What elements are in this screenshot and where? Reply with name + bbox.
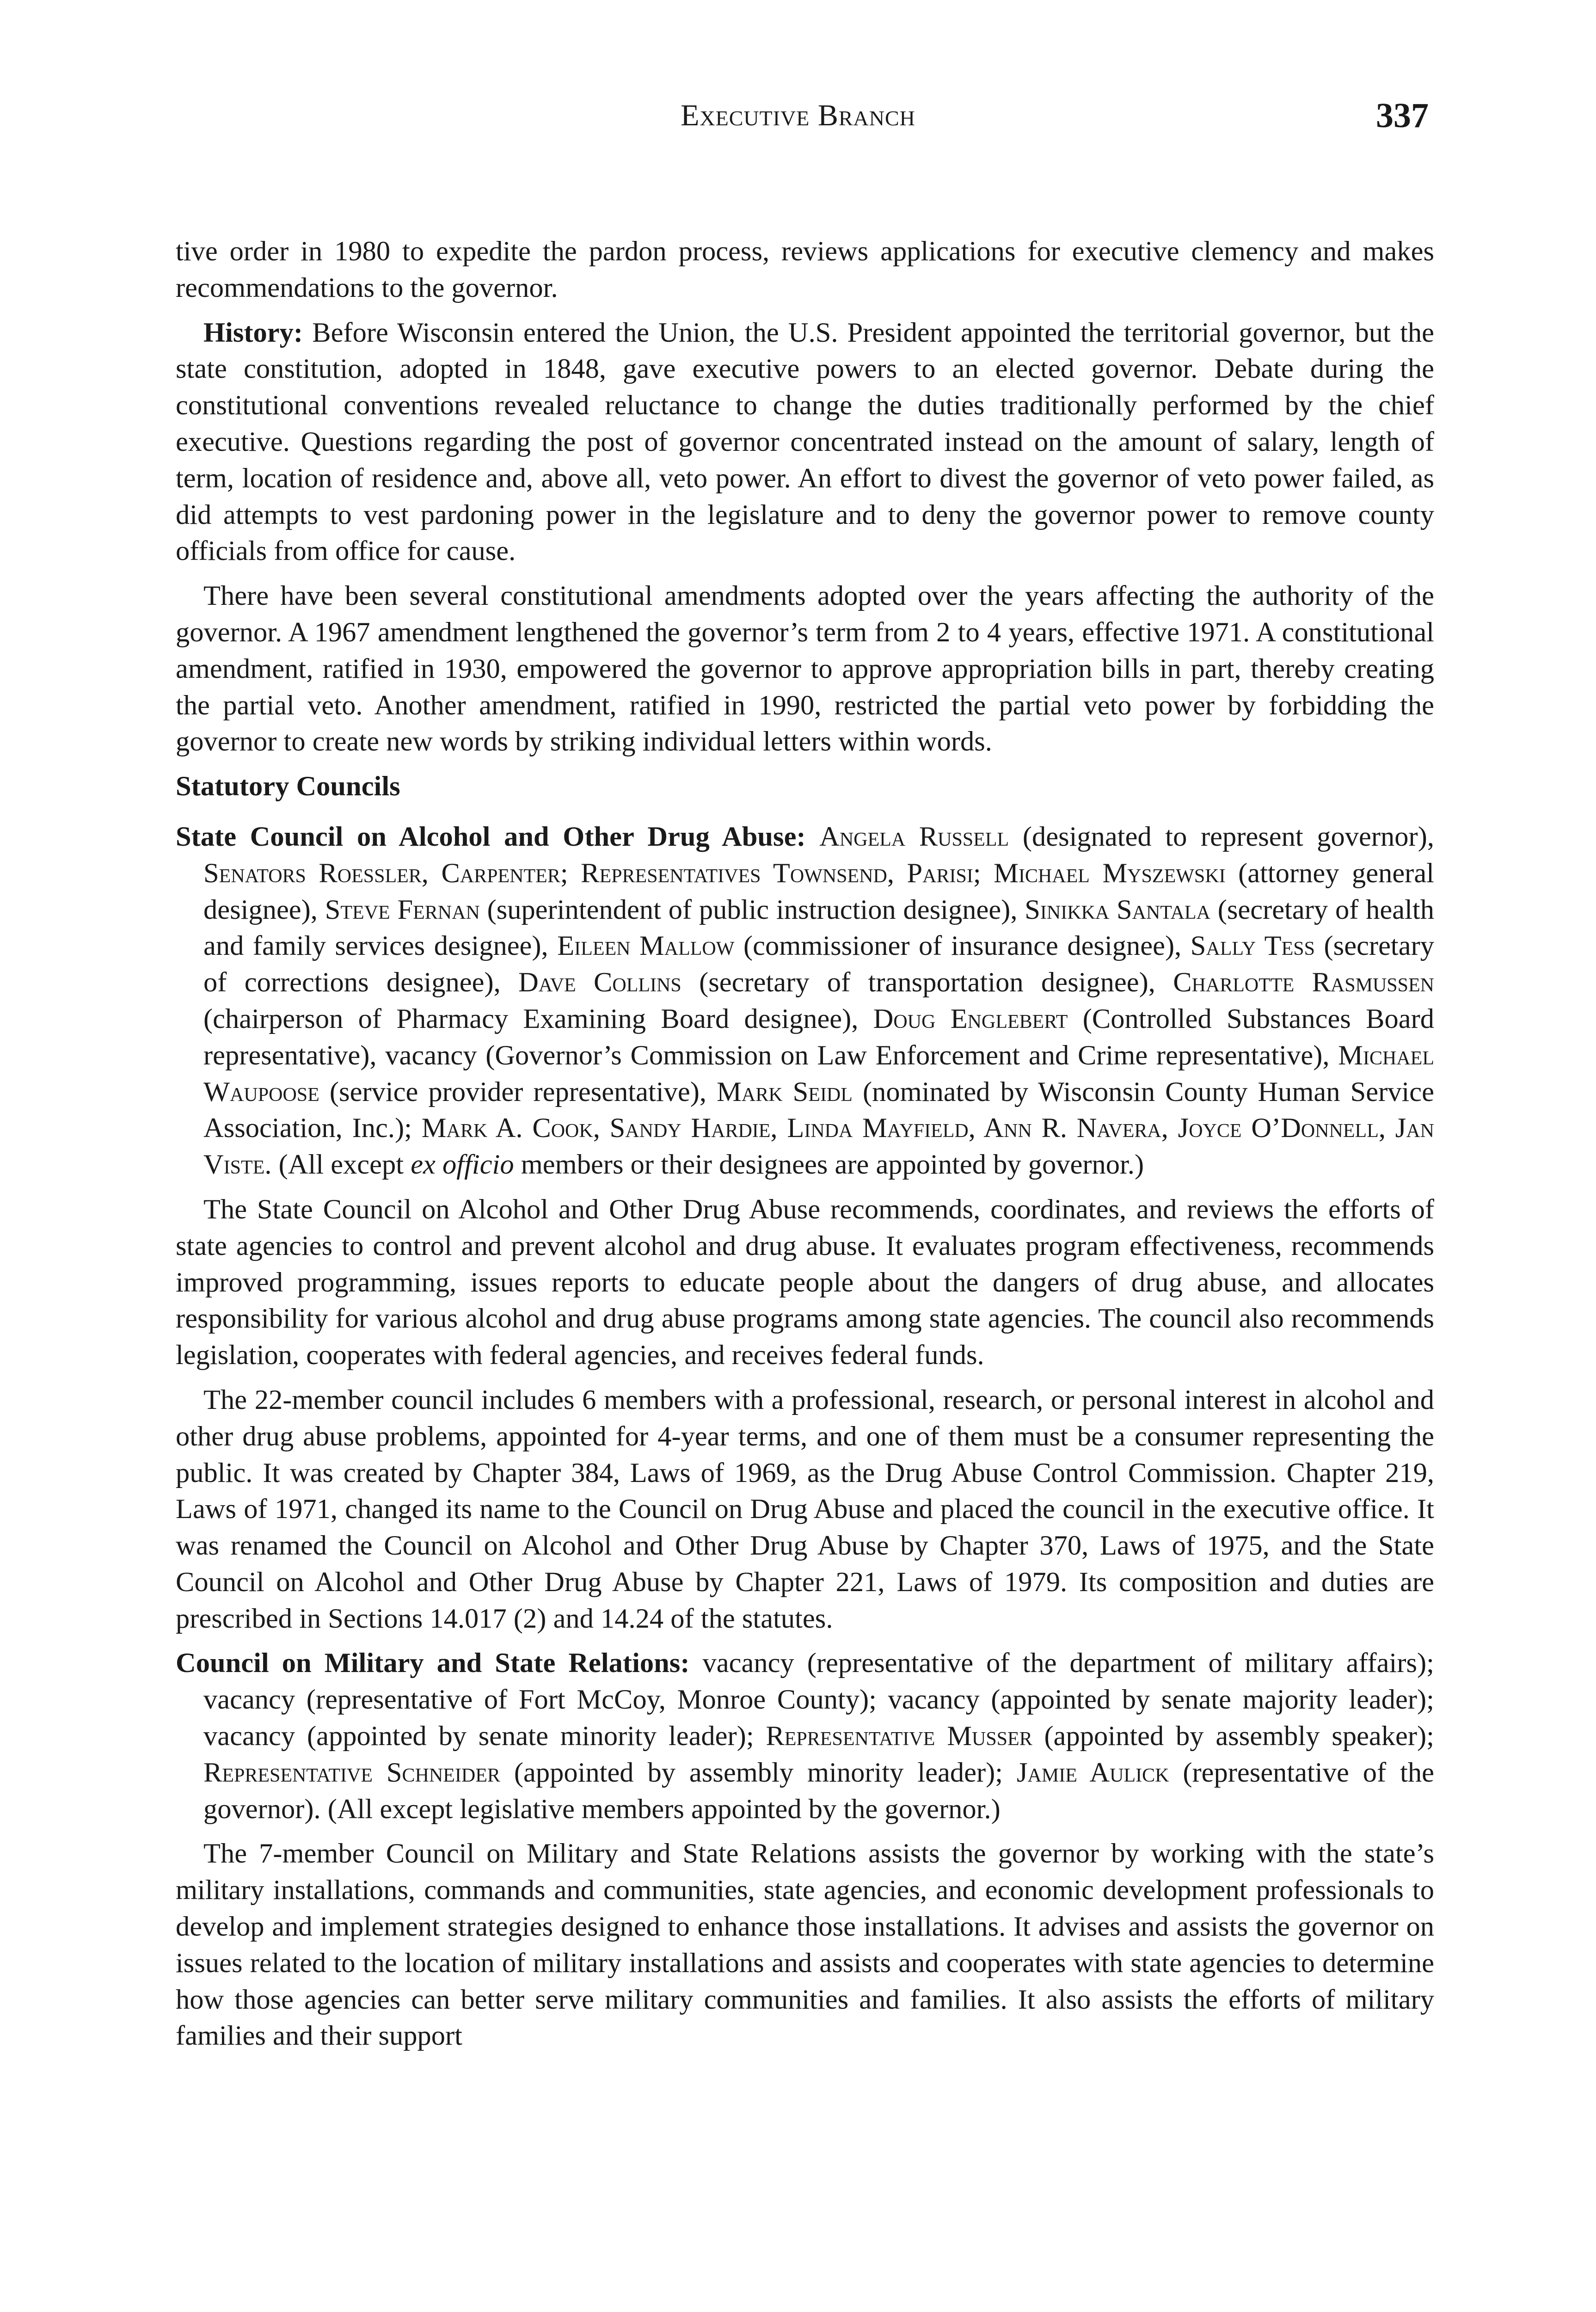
- member-role: (chairperson of Pharmacy Examining Board designee),: [203, 1003, 873, 1034]
- paragraph-amendments: There have been several constitutional amendments adopted over the years affecting the authority of the governor. A 1967 amendment lengthened the governor’s term from 2 to 4 years, effective 1971. A constitutional amendment, ratified in 1930, empowered the governor to approve appropriation bills in part, thereby creating the partial veto. Another amendment, ratified in 1990, restricted the partial veto power by forbidding the governor to create new words by striking individual letters within words.: [176, 580, 1434, 757]
- page-number: 337: [1376, 96, 1429, 135]
- member-role: (superintendent of public instruction designee),: [479, 894, 1025, 925]
- member-name: Sally Tess: [1190, 930, 1315, 962]
- paragraph-alcohol-council-history: The 22-member council includes 6 members with a professional, research, or personal interest in alcohol and other drug abuse problems, appointed for 4-year terms, and one of them must be a consumer representing the public. It was created by Chapter 384, Laws of 1969, as the Drug Abuse Control Commission. Chapter 219, Laws of 1971, changed its name to the Council on Drug Abuse and placed the council in the executive office. It was renamed the Council on Alcohol and Other Drug Abuse by Chapter 370, Laws of 1975, and the State Council on Alcohol and Other Drug Abuse by Chapter 221, Laws of 1979. Its composition and duties are prescribed in Sections 14.017 (2) and 14.24 of the statutes.: [176, 1384, 1434, 1634]
- member-name: Senators Roessler, Carpenter; Representatives Townsend, Parisi; Michael Myszewski: [203, 857, 1226, 889]
- member-name: Steve Fernan: [325, 894, 480, 925]
- member-role: (secretary of corrections designee),: [203, 930, 1434, 998]
- alcohol-council-label: State Council on Alcohol and Other Drug Abuse:: [176, 821, 806, 852]
- paragraph-military-council-members: [176, 1645, 1434, 1827]
- military-council-label: Council on Military and State Relations:: [176, 1648, 690, 1679]
- member-role: . (All except: [264, 1149, 411, 1181]
- member-name: Angela Russell: [819, 821, 1009, 852]
- paragraph-military-council-duties: The 7-member Council on Military and State Relations assists the governor by working with the state’s military installations, commands and communities, state agencies, and economic development professionals to develop and implement strategies designed to enhance those installations. It advises and assists the governor on issues related to the location of military installations and assists and cooperates with state agencies to determine how those agencies can better serve military communities and families. It also assists the efforts of military families and their support: [176, 1838, 1434, 2052]
- member-name: Representative Musser: [766, 1721, 1032, 1752]
- history-label: History:: [203, 317, 303, 348]
- member-name: Dave Collins: [518, 967, 681, 998]
- member-role: (appointed by assembly minority leader);: [500, 1757, 1017, 1788]
- paragraph-alcohol-council-members: [176, 819, 1434, 1183]
- member-name: Doug Englebert: [873, 1003, 1068, 1034]
- member-name: Mark Seidl: [717, 1076, 853, 1107]
- member-role: (nominated by Wisconsin County Human Service Association, Inc.);: [203, 1076, 1434, 1144]
- ex-officio-term: ex officio: [411, 1149, 514, 1181]
- member-role: (attorney general designee),: [203, 857, 1434, 925]
- body-text: [176, 234, 1434, 2063]
- member-role: vacancy (representative of the department of military affairs); vacancy (representative of Fort McCoy, Monroe County); vacancy (appointed by senate majority leader); vacancy (appointed by senate minority leader);: [203, 1648, 1434, 1752]
- member-role: (Controlled Substances Board representative), vacancy (Governor’s Commission on Law Enforcement and Crime representative),: [203, 1003, 1434, 1071]
- member-role: (commissioner of insurance designee),: [734, 930, 1191, 962]
- member-role: (secretary of transportation designee),: [681, 967, 1173, 998]
- paragraph-alcohol-council-duties: The State Council on Alcohol and Other Drug Abuse recommends, coordinates, and reviews the efforts of state agencies to control and prevent alcohol and drug abuse. It evaluates program effectiveness, recommends improved programming, issues reports to educate people about the dangers of drug abuse, and allocates responsibility for various alcohol and drug abuse programs among state agencies. The council also recommends legislation, cooperates with federal agencies, and receives federal funds.: [176, 1193, 1434, 1371]
- member-role: members or their designees are appointed by governor.): [514, 1149, 1144, 1181]
- member-name: Sinikka Santala: [1025, 894, 1210, 925]
- member-role: (service provider representative),: [319, 1076, 717, 1107]
- member-name: Charlotte Rasmussen: [1173, 967, 1434, 998]
- section-heading-statutory-councils: Statutory Councils: [176, 771, 400, 802]
- member-name: Mark A. Cook, Sandy Hardie, Linda Mayfield, Ann R. Navera, Joyce O’Donnell, Jan Viste: [203, 1113, 1434, 1181]
- member-role: (secretary of health and family services designee),: [203, 894, 1434, 962]
- member-role: (appointed by assembly speaker);: [1032, 1721, 1434, 1752]
- member-role: (representative of the governor). (All except legislative members appointed by the governor.): [203, 1757, 1434, 1825]
- member-role: (designated to represent governor),: [1009, 821, 1434, 852]
- member-name: Jamie Aulick: [1016, 1757, 1169, 1788]
- paragraph-history: [176, 315, 1434, 570]
- member-name: Eileen Mallow: [557, 930, 735, 962]
- running-title: Executive Branch: [681, 98, 915, 132]
- member-name: Michael Waupoose: [203, 1039, 1434, 1107]
- history-text: Before Wisconsin entered the Union, the U.S. President appointed the territorial governor, but the state constitution, adopted in 1848, gave executive powers to an elected governor. Debate during the constitutional conventions revealed reluctance to change the duties traditionally performed by the chief executive. Questions regarding the post of governor concentrated instead on the amount of salary, length of term, location of residence and, above all, veto power. An effort to divest the governor of veto power failed, as did attempts to vest pardoning power in the legislature and to deny the governor power to remove county officials from office for cause.: [176, 317, 1435, 567]
- member-name: Representative Schneider: [203, 1757, 500, 1788]
- running-head: [0, 95, 1596, 136]
- paragraph-pardon-continuation: tive order in 1980 to expedite the pardon process, reviews applications for executive clemency and makes recommendations to the governor.: [176, 236, 1434, 303]
